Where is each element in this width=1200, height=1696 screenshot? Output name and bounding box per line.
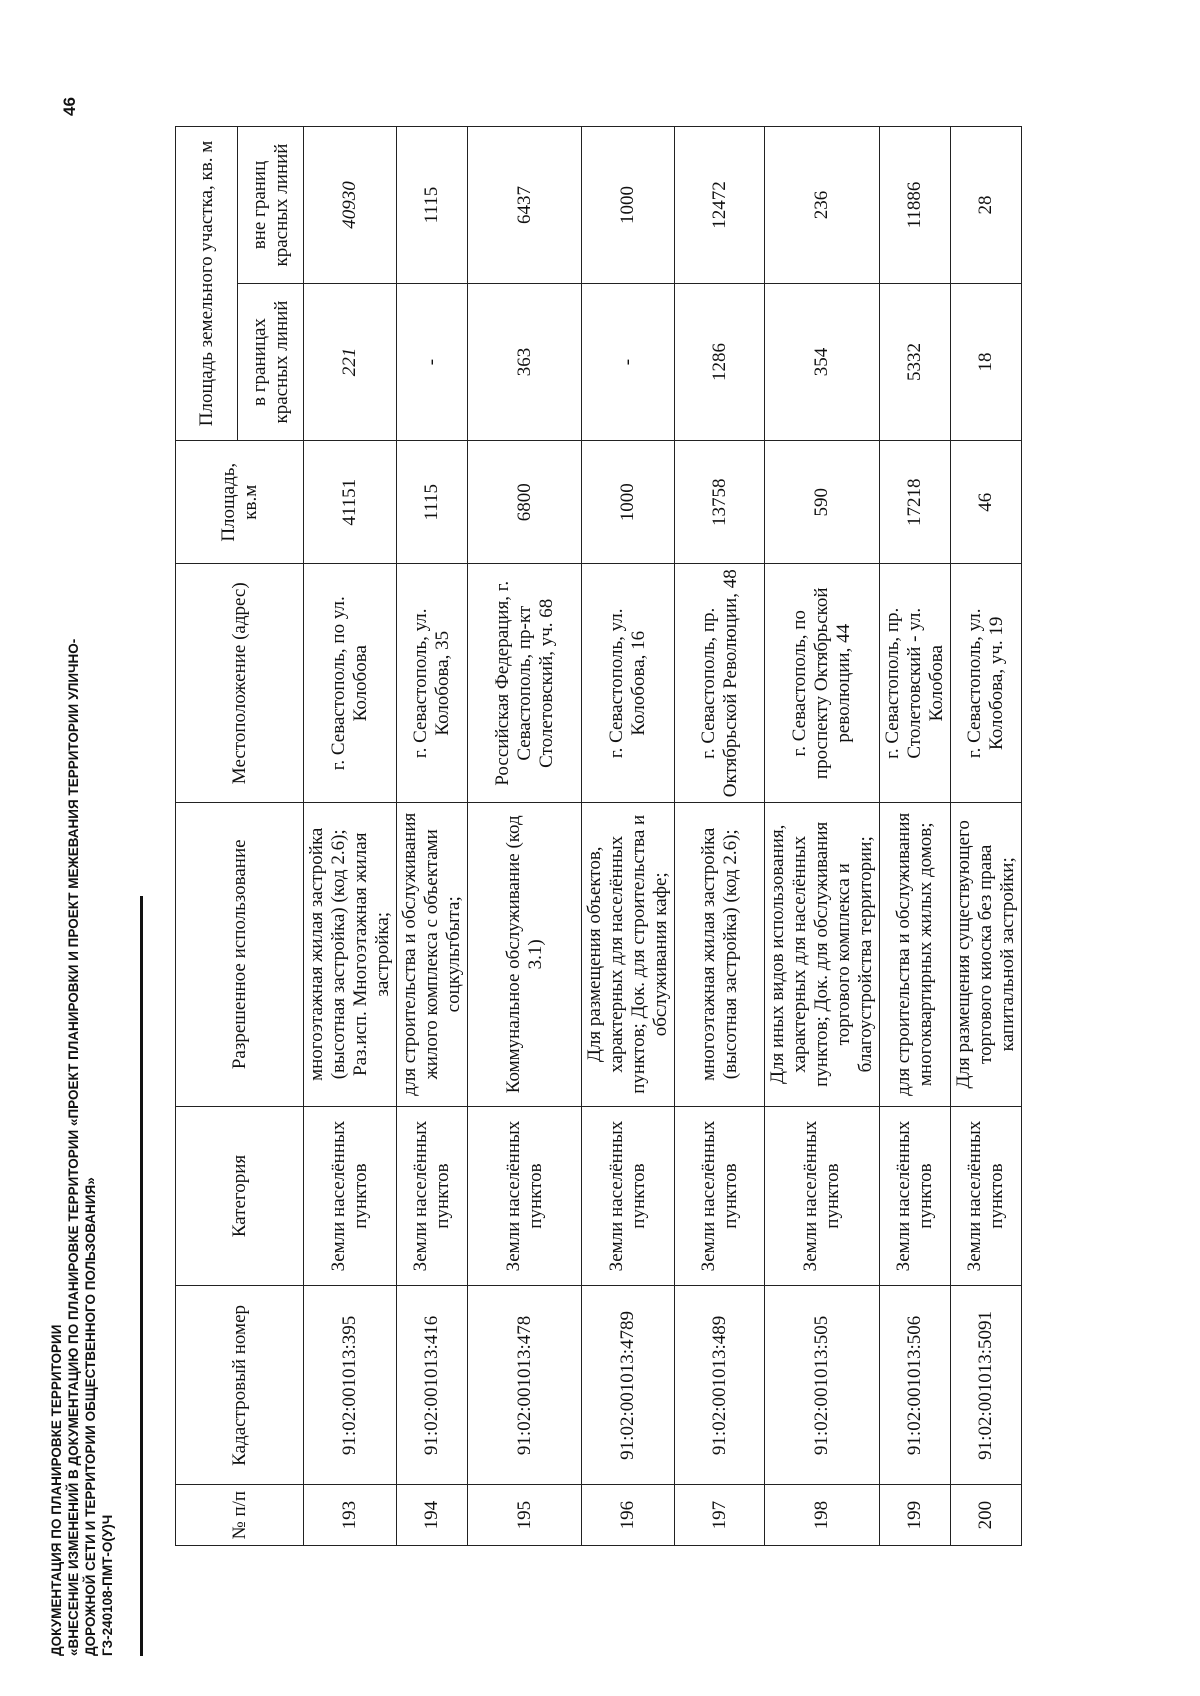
header-num: № п/п (176, 1485, 304, 1546)
cell-area: 590 (765, 441, 880, 564)
header-plot-area: Площадь земельного участка, кв. м (176, 127, 238, 441)
header-line-2: «ВНЕСЕНИЕ ИЗМЕНЕНИЙ В ДОКУМЕНТАЦИЮ ПО ПЛАНИРОВКЕ ТЕРРИТОРИИ «ПРОЕКТ ПЛАНИРОВКИ И ПРОЕКТ МЕЖЕВАНИЯ ТЕРРИТОРИИ УЛИЧНО- (66, 638, 81, 1656)
cell-location: г. Севастополь, ул. Колобова, уч. 19 (951, 564, 1022, 803)
header-inside: в границах красных линий (238, 284, 304, 441)
cell-inside: 354 (765, 284, 880, 441)
cell-cadastral: 91:02:001013:4789 (582, 1286, 675, 1485)
cell-inside: - (582, 284, 675, 441)
header-usage: Разрешенное использование (176, 803, 304, 1106)
cell-usage: Для иных видов использования, характерных для населённых пунктов; Док. для обслуживания торгового комплекса и благоустройства территории; (765, 803, 880, 1106)
page-number: 46 (60, 97, 79, 116)
cell-location: г. Севастополь, по проспекту Октябрьской революции, 44 (765, 564, 880, 803)
cell-area: 1000 (582, 441, 675, 564)
cell-outside: 12472 (675, 127, 765, 284)
cell-location: г. Севастополь, ул. Колобова, 16 (582, 564, 675, 803)
header-line-4: ГЗ-240108-ПМТ-О(У)Ч (100, 1514, 115, 1656)
header-line-1: ДОКУМЕНТАЦИЯ ПО ПЛАНИРОВКЕ ТЕРРИТОРИИ (49, 1324, 64, 1656)
cell-inside: 363 (468, 284, 582, 441)
cell-area: 41151 (304, 441, 397, 564)
cell-category: Земли населённых пунктов (675, 1106, 765, 1286)
cell-outside: 6437 (468, 127, 582, 284)
cell-cadastral: 91:02:001013:416 (397, 1286, 468, 1485)
cell-inside: 18 (951, 284, 1022, 441)
document-header (48, 638, 116, 1656)
cell-category: Земли населённых пунктов (468, 1106, 582, 1286)
cell-outside: 11886 (880, 127, 951, 284)
cell-category: Земли населённых пунктов (765, 1106, 880, 1286)
cell-cadastral: 91:02:001013:506 (880, 1286, 951, 1485)
cell-category: Земли населённых пунктов (951, 1106, 1022, 1286)
cell-cadastral: 91:02:001013:489 (675, 1286, 765, 1485)
cell-usage: многоэтажная жилая застройка (высотная застройка) (код 2.6); (675, 803, 765, 1106)
table-row (468, 127, 582, 1546)
cell-area: 46 (951, 441, 1022, 564)
cell-location: г. Севастополь, пр. Октябрьской Революции, 48 (675, 564, 765, 803)
table-row (951, 127, 1022, 1546)
cell-num: 197 (675, 1485, 765, 1546)
cell-usage: многоэтажная жилая застройка (высотная застройка) (код 2.6); Раз.исп. Многоэтажная жилая застройка; (304, 803, 397, 1106)
cell-location: Российская Федерация, г. Севастополь, пр-кт Столетовский, уч. 68 (468, 564, 582, 803)
cell-location: г. Севастополь, ул. Колобова, 35 (397, 564, 468, 803)
header-category: Категория (176, 1106, 304, 1286)
cell-area: 6800 (468, 441, 582, 564)
cell-inside: - (397, 284, 468, 441)
header-cadastral: Кадастровый номер (176, 1286, 304, 1485)
table-row (765, 127, 880, 1546)
header-divider (140, 896, 143, 1656)
table-row (582, 127, 675, 1546)
cell-outside: 28 (951, 127, 1022, 284)
cell-inside: 221 (304, 284, 397, 441)
cell-num: 199 (880, 1485, 951, 1546)
cell-num: 193 (304, 1485, 397, 1546)
cell-outside: 40930 (304, 127, 397, 284)
cell-category: Земли населённых пунктов (880, 1106, 951, 1286)
table-row (880, 127, 951, 1546)
cell-outside: 1115 (397, 127, 468, 284)
cell-usage: для строительства и обслуживания жилого комплекса с объектами соцкультбыта; (397, 803, 468, 1106)
cell-outside: 1000 (582, 127, 675, 284)
cell-cadastral: 91:02:001013:395 (304, 1286, 397, 1485)
cell-usage: Коммунальное обслуживание (код 3.1) (468, 803, 582, 1106)
cell-area: 17218 (880, 441, 951, 564)
cell-inside: 5332 (880, 284, 951, 441)
cell-outside: 236 (765, 127, 880, 284)
cell-category: Земли населённых пунктов (582, 1106, 675, 1286)
cell-location: г. Севастополь, по ул. Колобова (304, 564, 397, 803)
cell-usage: Для размещения существующего торгового киоска без права капитальной застройки; (951, 803, 1022, 1106)
cell-category: Земли населённых пунктов (304, 1106, 397, 1286)
header-location: Местоположение (адрес) (176, 564, 304, 803)
cell-cadastral: 91:02:001013:5091 (951, 1286, 1022, 1485)
cell-num: 198 (765, 1485, 880, 1546)
cell-usage: для строительства и обслуживания многоквартирных жилых домов; (880, 803, 951, 1106)
cell-area: 1115 (397, 441, 468, 564)
cell-usage: Для размещения объектов, характерных для населённых пунктов; Док. для строительства и обслуживания кафе; (582, 803, 675, 1106)
cell-location: г. Севастополь, пр. Столетовский - ул. Колобова (880, 564, 951, 803)
land-plots-table (175, 126, 1022, 1546)
cell-inside: 1286 (675, 284, 765, 441)
table-row (304, 127, 397, 1546)
cell-num: 196 (582, 1485, 675, 1546)
cell-num: 194 (397, 1485, 468, 1546)
header-outside: вне границ красных линий (238, 127, 304, 284)
header-area: Площадь, кв.м (176, 441, 304, 564)
cell-cadastral: 91:02:001013:478 (468, 1286, 582, 1485)
cell-cadastral: 91:02:001013:505 (765, 1286, 880, 1485)
cell-category: Земли населённых пунктов (397, 1106, 468, 1286)
header-line-3: ДОРОЖНОЙ СЕТИ И ТЕРРИТОРИИ ОБЩЕСТВЕННОГО ПОЛЬЗОВАНИЯ» (83, 1177, 98, 1656)
cell-num: 195 (468, 1485, 582, 1546)
table-row (397, 127, 468, 1546)
table-row (675, 127, 765, 1546)
cell-num: 200 (951, 1485, 1022, 1546)
cell-area: 13758 (675, 441, 765, 564)
